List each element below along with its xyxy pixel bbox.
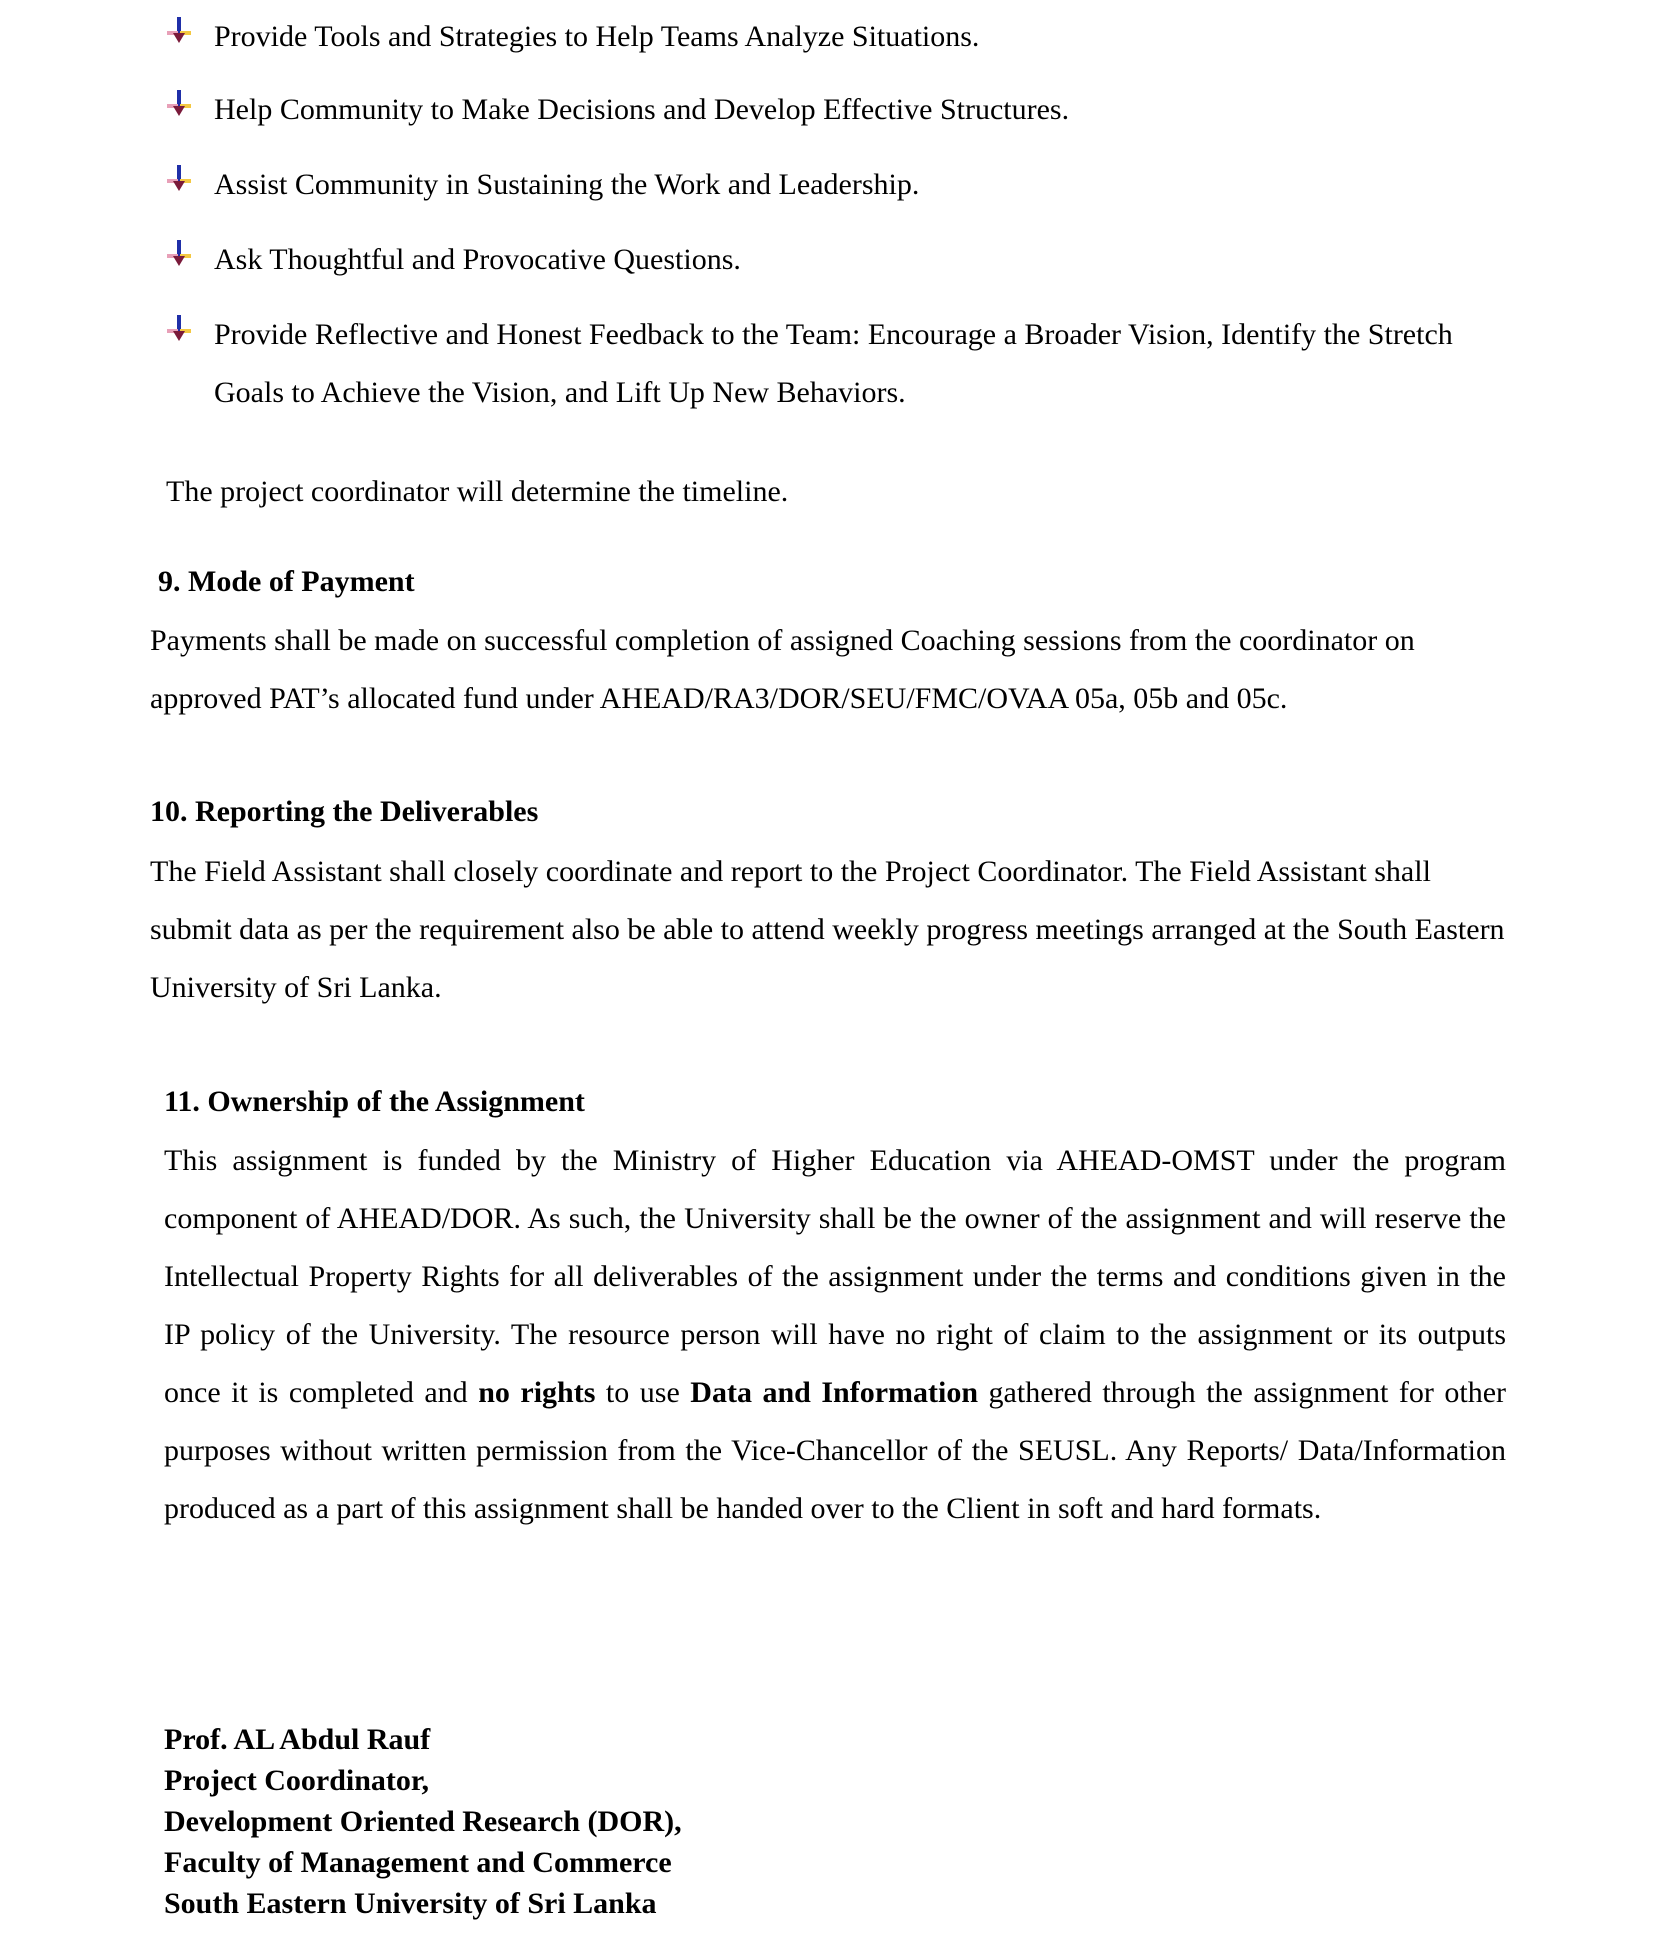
bullet-text: Ask Thoughtful and Provocative Questions.	[214, 243, 741, 276]
list-item	[214, 306, 1514, 422]
bullet-text: Provide Reflective and Honest Feedback to the Team: Encourage a Broader Vision, Identify the Stretch Goals to Achieve the Vision, and Lift Up New Behaviors.	[214, 318, 1453, 409]
signatory-name: Prof. AL Abdul Rauf	[164, 1723, 431, 1756]
emphasis: no rights	[478, 1376, 596, 1409]
signature-block	[164, 1719, 682, 1924]
section-body: The Field Assistant shall closely coordinate and report to the Project Coordinator. The Field Assistant shall submit data as per the requirement also be able to attend weekly progress meetings arranged at the South Eastern University of Sri Lanka.	[150, 855, 1505, 1004]
signatory-unit: Development Oriented Research (DOR),	[164, 1805, 682, 1838]
bullet-text: Help Community to Make Decisions and Develop Effective Structures.	[214, 93, 1070, 126]
list-item	[214, 156, 919, 214]
signatory-faculty: Faculty of Management and Commerce	[164, 1846, 672, 1879]
section-body: Payments shall be made on successful completion of assigned Coaching sessions from the coordinator on approved PAT’s allocated fund under AHEAD/RA3/DOR/SEU/FMC/OVAA 05a, 05b and 05c.	[150, 624, 1415, 715]
signatory-title: Project Coordinator,	[164, 1764, 429, 1797]
arrow-down-bullet-icon	[164, 313, 194, 343]
arrow-down-bullet-icon	[164, 163, 194, 193]
arrow-down-bullet-icon	[164, 88, 194, 118]
list-item	[214, 231, 741, 289]
section-heading: 11. Ownership of the Assignment	[164, 1085, 585, 1118]
timeline-note: The project coordinator will determine the timeline.	[166, 475, 789, 508]
emphasis: Data and Information	[690, 1376, 979, 1409]
signatory-university: South Eastern University of Sri Lanka	[164, 1887, 657, 1920]
section-body: This assignment is funded by the Ministry of Higher Education via AHEAD-OMST under the program component of AHEAD/DOR. As such, the University shall be the owner of the assignment and will reserve the Intellectual Property Rights for all deliverables of the assignment under the terms and conditions given in the IP policy of the University. The resource person will have no right of claim to the assignment or its outputs once it is completed and no rights to use Data and Information gathered through the assignment for other purposes without written permission from the Vice-Chancellor of the SEUSL. Any Reports/ Data/Information produced as a part of this assignment shall be handed over to the Client in soft and hard formats.	[164, 1144, 1507, 1525]
list-item	[214, 8, 979, 66]
bullet-text: Provide Tools and Strategies to Help Teams Analyze Situations.	[214, 20, 980, 53]
section-heading: 9. Mode of Payment	[158, 565, 415, 598]
arrow-down-bullet-icon	[164, 15, 194, 45]
arrow-down-bullet-icon	[164, 238, 194, 268]
section-heading: 10. Reporting the Deliverables	[150, 795, 539, 828]
list-item	[214, 81, 1069, 139]
bullet-text: Assist Community in Sustaining the Work and Leadership.	[214, 168, 920, 201]
